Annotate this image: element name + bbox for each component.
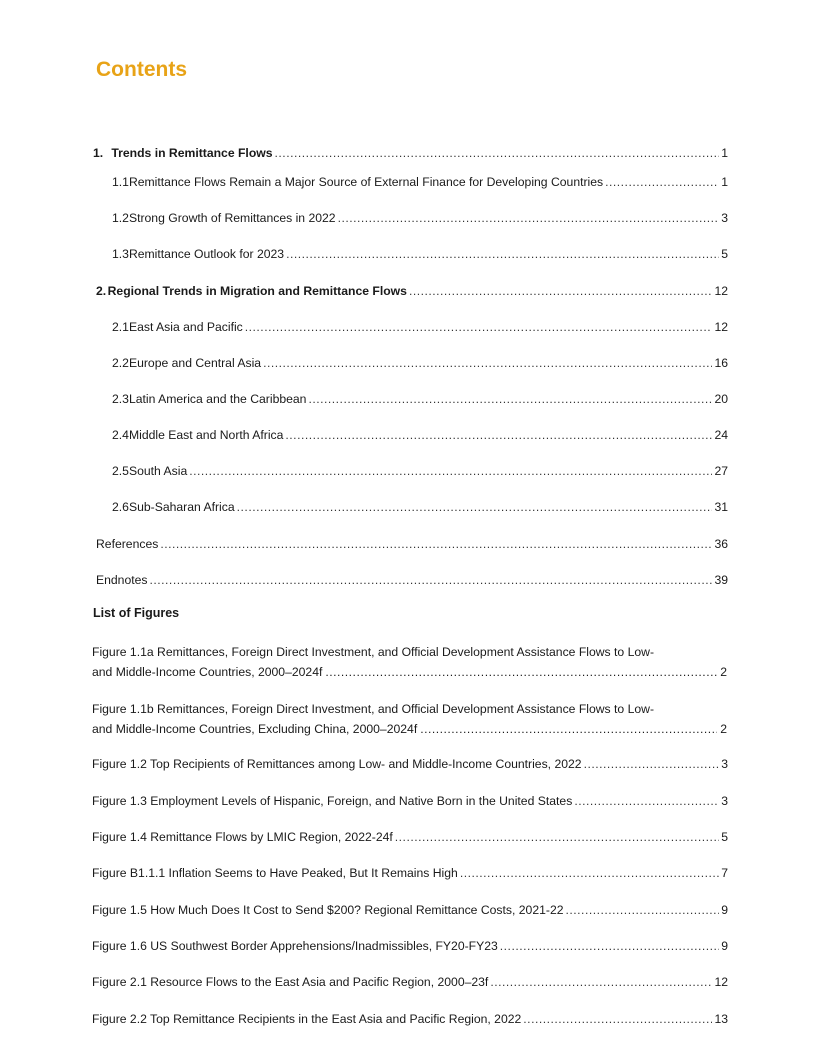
toc-entry-2-4[interactable]: [112, 428, 728, 443]
toc-number: 2.1: [112, 320, 129, 334]
toc-label: Trends in Remittance Flows: [111, 146, 273, 160]
toc-entry-2[interactable]: [96, 284, 728, 299]
figure-label: Figure 2.2 Top Remittance Recipients in the East Asia and Pacific Region, 2022: [92, 1012, 522, 1026]
figure-page: 2: [720, 665, 727, 679]
figure-page: 12: [714, 975, 728, 989]
dot-leader: [574, 794, 719, 809]
toc-number: 2.6: [112, 500, 129, 514]
figure-label: Figure 1.3 Employment Levels of Hispanic, Foreign, and Native Born in the United States: [92, 794, 573, 808]
figure-label-line1: Figure 1.1a Remittances, Foreign Direct Investment, and Official Development Assistance Flows to Low-: [92, 645, 654, 659]
figure-label: Figure 1.4 Remittance Flows by LMIC Region, 2022-24f: [92, 830, 393, 844]
figure-page: 3: [721, 794, 728, 808]
dot-leader: [584, 757, 720, 772]
figure-page: 13: [714, 1012, 728, 1026]
toc-label: Remittance Flows Remain a Major Source of External Finance for Developing Countries: [128, 175, 604, 189]
dot-leader: [160, 537, 712, 552]
figure-page: 3: [721, 757, 728, 771]
figure-entry-1-1a[interactable]: [92, 642, 727, 682]
figure-entry-b1-1-1[interactable]: [92, 866, 728, 881]
toc-label: References: [96, 537, 159, 551]
toc-label: Strong Growth of Remittances in 2022: [128, 211, 336, 225]
toc-number: 1.1: [112, 175, 129, 189]
dot-leader: [409, 284, 713, 299]
toc-label: Regional Trends in Migration and Remittance Flows: [107, 284, 407, 298]
figure-page: 2: [720, 722, 727, 736]
figure-page: 9: [721, 903, 728, 917]
toc-page: 27: [714, 464, 728, 478]
figure-label: Figure 1.5 How Much Does It Cost to Send $200? Regional Remittance Costs, 2021-22: [92, 903, 564, 917]
page-title: Contents: [96, 58, 187, 81]
toc-page: 12: [714, 320, 728, 334]
toc-entry-references[interactable]: [96, 537, 728, 552]
dot-leader: [500, 939, 719, 954]
dot-leader: [325, 662, 717, 682]
toc-label: Middle East and North Africa: [128, 428, 284, 442]
figure-entry-1-3[interactable]: [92, 794, 728, 809]
toc-entry-2-1[interactable]: [112, 320, 728, 335]
toc-entry-2-6[interactable]: [112, 500, 728, 515]
toc-page: 24: [714, 428, 728, 442]
dot-leader: [566, 903, 720, 918]
toc-label: Endnotes: [96, 573, 148, 587]
toc-number: 1.: [93, 146, 104, 160]
figure-entry-1-4[interactable]: [92, 830, 728, 845]
dot-leader: [605, 175, 719, 190]
dot-leader: [189, 464, 712, 479]
figure-label: Figure 1.6 US Southwest Border Apprehensions/Inadmissibles, FY20-FY23: [92, 939, 498, 953]
figure-label: Figure 2.1 Resource Flows to the East Asia and Pacific Region, 2000–23f: [92, 975, 489, 989]
toc-page: 31: [714, 500, 728, 514]
toc-entry-2-5[interactable]: [112, 464, 728, 479]
toc-entry-2-2[interactable]: [112, 356, 728, 371]
toc-entry-1-1[interactable]: [112, 175, 728, 190]
figure-entry-2-1[interactable]: [92, 975, 728, 990]
toc-page: 12: [714, 284, 728, 298]
toc-number: 2.5: [112, 464, 129, 478]
toc-page: 3: [721, 211, 728, 225]
figure-page: 7: [721, 866, 728, 880]
toc-label: Remittance Outlook for 2023: [128, 247, 285, 261]
dot-leader: [285, 428, 712, 443]
toc-number: 2.3: [112, 392, 129, 406]
toc-number: 2.2: [112, 356, 129, 370]
list-of-figures-heading: List of Figures: [93, 606, 180, 620]
toc-entry-1-3[interactable]: [112, 247, 728, 262]
figure-page: 9: [721, 939, 728, 953]
toc-page: 36: [714, 537, 728, 551]
dot-leader: [460, 866, 719, 881]
dot-leader: [263, 356, 712, 371]
dot-leader: [275, 146, 720, 161]
figure-entry-1-1b[interactable]: [92, 699, 727, 739]
dot-leader: [150, 573, 713, 588]
toc-number: 2.4: [112, 428, 129, 442]
toc-page: 1: [721, 175, 728, 189]
toc-entry-1[interactable]: [93, 146, 728, 161]
toc-entry-1-2[interactable]: [112, 211, 728, 226]
toc-page: 1: [721, 146, 728, 160]
toc-label: East Asia and Pacific: [128, 320, 243, 334]
figure-entry-1-6[interactable]: [92, 939, 728, 954]
toc-label: Europe and Central Asia: [128, 356, 262, 370]
toc-label: South Asia: [128, 464, 188, 478]
dot-leader: [286, 247, 719, 262]
figure-label: Figure 1.2 Top Recipients of Remittances among Low- and Middle-Income Countries, 2022: [92, 757, 582, 771]
toc-entry-endnotes[interactable]: [96, 573, 728, 588]
figure-entry-1-2[interactable]: [92, 757, 728, 772]
toc-label: Latin America and the Caribbean: [128, 392, 307, 406]
figure-page: 5: [721, 830, 728, 844]
toc-page: 39: [714, 573, 728, 587]
toc-number: 2.: [96, 284, 107, 298]
dot-leader: [308, 392, 712, 407]
figure-entry-2-2[interactable]: [92, 1012, 728, 1027]
figure-label: Figure B1.1.1 Inflation Seems to Have Peaked, But It Remains High: [92, 866, 458, 880]
toc-label: Sub-Saharan Africa: [128, 500, 235, 514]
figure-label-line2: and Middle-Income Countries, 2000–2024f: [92, 665, 323, 679]
toc-entry-2-3[interactable]: [112, 392, 728, 407]
dot-leader: [420, 719, 717, 739]
toc-number: 1.2: [112, 211, 129, 225]
toc-page: 5: [721, 247, 728, 261]
toc-page: 16: [714, 356, 728, 370]
figure-label-line1: Figure 1.1b Remittances, Foreign Direct Investment, and Official Development Assistance Flows to Low-: [92, 702, 654, 716]
dot-leader: [237, 500, 713, 515]
figure-entry-1-5[interactable]: [92, 903, 728, 918]
dot-leader: [245, 320, 713, 335]
dot-leader: [523, 1012, 712, 1027]
dot-leader: [395, 830, 719, 845]
toc-page: 20: [714, 392, 728, 406]
figure-label-line2: and Middle-Income Countries, Excluding China, 2000–2024f: [92, 722, 418, 736]
toc-number: 1.3: [112, 247, 129, 261]
dot-leader: [338, 211, 720, 226]
dot-leader: [490, 975, 712, 990]
